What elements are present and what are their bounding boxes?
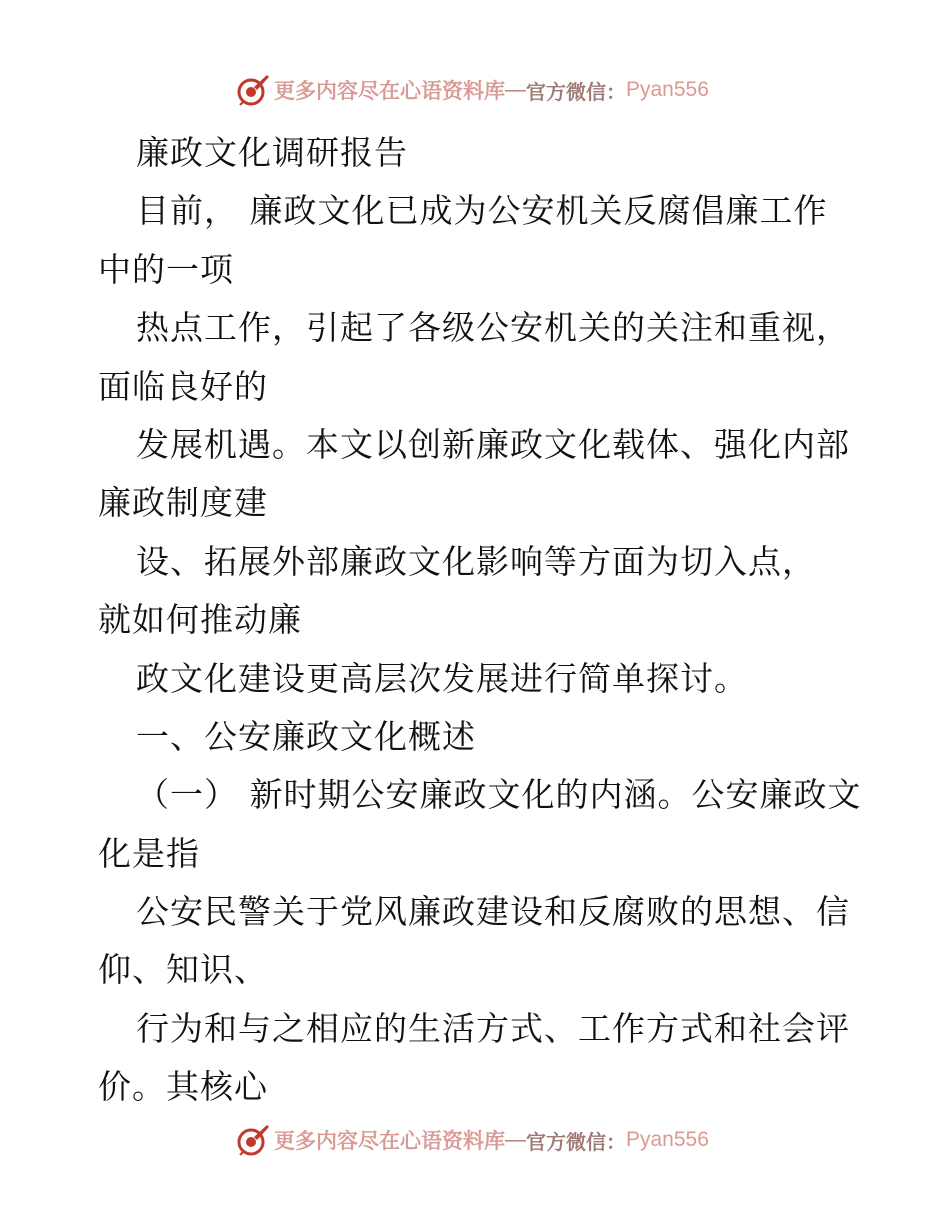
doc-line: 设、拓展外部廉政文化影响等方面为切入点， (136, 541, 816, 581)
watermark-wechat-id: Pyan556 (626, 1128, 709, 1151)
document-body (98, 124, 898, 1117)
section-heading: 一、公安廉政文化概述 (136, 716, 476, 756)
pen-nib-logo-icon (236, 73, 270, 107)
header-watermark (236, 72, 709, 108)
doc-line: 发展机遇。本文以创新廉政文化载体、强化内部 (136, 424, 850, 464)
doc-line: 公安民警关于党风廉政建设和反腐败的思想、信 (136, 892, 850, 932)
watermark-wechat-id: Pyan556 (626, 78, 709, 101)
doc-line: 面临良好的 (98, 366, 268, 406)
watermark-text: 更多内容尽在心语资料库 (274, 78, 505, 103)
pen-nib-logo-icon (236, 1123, 270, 1157)
footer-watermark (236, 1122, 709, 1158)
doc-line: 价。其核心 (98, 1067, 268, 1107)
doc-line: 热点工作，引起了各级公安机关的关注和重视， (136, 308, 850, 348)
doc-line: 行为和与之相应的生活方式、工作方式和社会评 (136, 1008, 850, 1048)
doc-line: 目前， 廉政文化已成为公安机关反腐倡廉工作 (136, 191, 828, 231)
doc-line: 就如何推动廉 (98, 600, 302, 640)
watermark-label: 官方微信： (526, 1129, 626, 1154)
doc-line: 廉政制度建 (98, 483, 268, 523)
doc-line: 中的一项 (98, 249, 234, 289)
watermark-dash: — (505, 1128, 526, 1151)
doc-line: 政文化建设更高层次发展进行简单探讨。 (136, 658, 748, 698)
watermark-text: 更多内容尽在心语资料库 (274, 1128, 505, 1153)
doc-line: 化是指 (98, 833, 200, 873)
doc-line: 仰、知识、 (98, 950, 268, 990)
watermark-label: 官方微信： (526, 79, 626, 104)
doc-title: 廉政文化调研报告 (136, 133, 408, 172)
subsection-heading: （一） 新时期公安廉政文化的内涵。公安廉政文 (136, 775, 862, 815)
watermark-dash: — (505, 78, 526, 101)
